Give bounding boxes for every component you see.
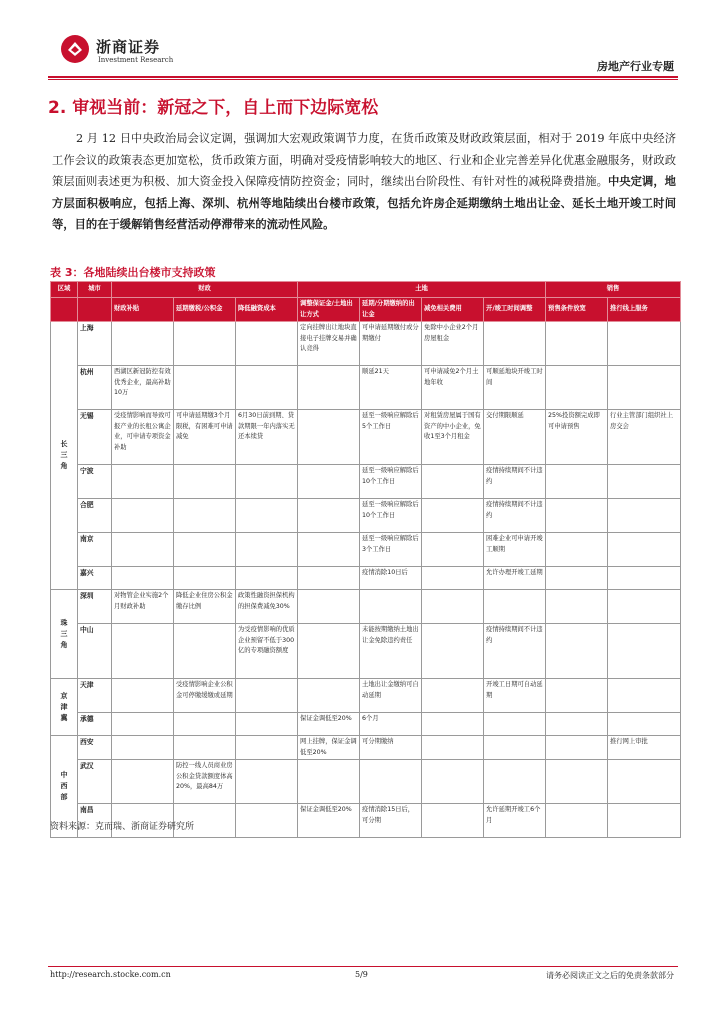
table-row [51,590,681,624]
header-divider-thin [48,79,678,80]
policy-cell [298,410,360,465]
policy-cell [236,567,298,590]
region-cell: 长 三 角 [51,322,78,590]
policy-cell [484,713,546,736]
city-cell: 承德 [78,713,112,736]
document-category: 房地产行业专题 [597,60,674,73]
policy-cell [298,624,360,679]
header-land: 土地 [298,282,546,298]
policy-cell [546,567,608,590]
policy-cell: 对物管企业实施2个月财政补助 [112,590,174,624]
paragraph-bold-text: 中央定调，地方层面积极响应，包括上海、深圳、杭州等地陆续出台楼市政策，包括允许房企延期缴纳土地出让金、延长土地开竣工时间等，目的在于缓解销售经营活动停滞带来的流动性风险。 [52,175,676,231]
table-row [51,567,681,590]
policy-cell [422,624,484,679]
table-header-row-2 [51,298,681,322]
policy-cell [422,499,484,533]
footer-disclaimer: 请务必阅读正文之后的免责条款部分 [546,971,674,980]
city-cell: 嘉兴 [78,567,112,590]
header-financing-cost: 降低融资成本 [236,298,298,322]
policy-cell: 防控一线人员商业房公积金贷款额度体高20%，最高84万 [174,760,236,804]
policy-cell: 疫情持续期间不计违约 [484,499,546,533]
policy-cell: 疫情消除10日后 [360,567,422,590]
policy-cell [298,533,360,567]
policy-cell: 保证金调低至20% [298,713,360,736]
policy-cell: 西湖区新冠防控有效优秀企业，最高补助10万 [112,366,174,410]
region-cell: 中 西 部 [51,736,78,838]
header-construction-time: 开/竣工时间调整 [484,298,546,322]
policy-cell [608,567,681,590]
policy-cell [174,366,236,410]
policy-cell [422,679,484,713]
policy-cell [546,590,608,624]
city-cell: 上海 [78,322,112,366]
policy-cell [608,679,681,713]
policy-cell [112,567,174,590]
header-tax-deferral: 延期缴税/公积金 [174,298,236,322]
policy-cell: 可顺延地块开竣工时间 [484,366,546,410]
policy-cell: 免除中小企业2个月房屋租金 [422,322,484,366]
policy-cell: 定向挂牌出让地块直接电子挂牌交易并确认竞得 [298,322,360,366]
table-row [51,499,681,533]
city-cell: 合肥 [78,499,112,533]
table-row [51,679,681,713]
policy-cell [546,366,608,410]
city-cell: 天津 [78,679,112,713]
policy-cell [546,736,608,760]
policy-cell: 土地出让金缴纳可自动延期 [360,679,422,713]
header-fiscal: 财政 [112,282,298,298]
policy-cell: 对租赁房屋属于国有资产的中小企业，免收1至3个月租金 [422,410,484,465]
table-row [51,736,681,760]
policy-cell [608,465,681,499]
policy-cell [546,713,608,736]
policy-cell [236,322,298,366]
header-blank [78,298,112,322]
body-paragraph [52,128,676,236]
city-cell: 南昌 [78,804,112,838]
policy-cell [174,499,236,533]
city-cell: 无锡 [78,410,112,465]
policy-cell: 网上挂牌，保证金调低至20% [298,736,360,760]
policy-cell [236,760,298,804]
policy-cell [484,322,546,366]
policy-cell [236,465,298,499]
header-deposit-adjust: 调整保证金/土地出让方式 [298,298,360,322]
policy-cell: 降低企业住房公积金缴存比例 [174,590,236,624]
policy-cell [298,499,360,533]
policy-cell [298,366,360,410]
policy-cell: 受疫情影响企业公积金可停缴缓缴或延期 [174,679,236,713]
table-row [51,410,681,465]
policy-cell [546,679,608,713]
policy-cell [236,366,298,410]
policy-cell: 可申请延期缴付或分期缴付 [360,322,422,366]
table-row [51,713,681,736]
table-header-row-1 [51,282,681,298]
policy-cell [112,499,174,533]
policy-cell [174,567,236,590]
header-presale: 预售条件放宽 [546,298,608,322]
header-divider [48,76,678,78]
policy-cell [112,713,174,736]
policy-cell [360,760,422,804]
table-source: 资料来源：克而瑞、浙商证券研究所 [50,822,195,832]
policy-cell [298,760,360,804]
table-row [51,366,681,410]
logo-name-en: Investment Research [98,56,174,64]
table-row [51,322,681,366]
policy-cell: 顺延21天 [360,366,422,410]
policy-cell [608,713,681,736]
policy-cell [608,322,681,366]
header-sales: 销售 [546,282,681,298]
policy-cell [174,533,236,567]
city-cell: 中山 [78,624,112,679]
policy-cell [484,590,546,624]
policy-cell [546,499,608,533]
policy-cell: 疫情消除15日后，可分期 [360,804,422,838]
policy-cell: 允许办理开竣工延期 [484,567,546,590]
policy-cell [608,499,681,533]
policy-cell [360,590,422,624]
policy-cell [112,679,174,713]
policy-cell: 6个月 [360,713,422,736]
footer-divider [48,966,678,967]
policy-cell [236,679,298,713]
policy-cell [174,624,236,679]
policy-cell [608,590,681,624]
policy-cell: 未能按期缴纳土地出让金免除违约责任 [360,624,422,679]
policy-table [50,281,681,838]
city-cell: 武汉 [78,760,112,804]
policy-cell: 6月30日前到期、贷款期限一年内落实无还本续贷 [236,410,298,465]
policy-cell [608,760,681,804]
policy-cell [422,533,484,567]
company-logo-icon [60,34,90,64]
policy-cell: 交付期限顺延 [484,410,546,465]
policy-cell [236,499,298,533]
header-region: 区域 [51,282,78,298]
policy-cell: 保证金调低至20% [298,804,360,838]
policy-cell [236,804,298,838]
table-row [51,465,681,499]
policy-cell [484,760,546,804]
paragraph-plain-text: 2 月 12 日中央政治局会议定调，强调加大宏观政策调节力度，在货币政策及财政政策层面，相对于 2019 年底中央经济工作会议的政策表态更加宽松，货币政策方面，明确对受疫情影响较大的地区、行业和企业完善差异化优惠金融服务，财政政策层面则表述更为积极、加大资金投入保障疫情防控资金；同时，继续出台阶段性、有针对性的减税降费措施。 [52,132,676,188]
policy-cell [112,533,174,567]
policy-cell [298,567,360,590]
logo-name-cn: 浙商证券 [96,38,161,56]
city-cell: 宁波 [78,465,112,499]
section-title: 2. 审视当前：新冠之下，自上而下边际宽松 [48,98,379,118]
policy-cell [112,760,174,804]
policy-cell: 可分期缴纳 [360,736,422,760]
policy-cell: 困难企业可申请开竣工顺期 [484,533,546,567]
policy-cell: 开竣工日期可自动延期 [484,679,546,713]
policy-cell: 允许延期开竣工6个月 [484,804,546,838]
policy-cell [298,679,360,713]
policy-cell: 政策性融资担保机构的担保费减免30% [236,590,298,624]
region-cell: 京 津 冀 [51,679,78,736]
header-land-payment: 延期/分期缴纳的出让金 [360,298,422,322]
header-online-service: 推行线上服务 [608,298,681,322]
policy-cell [236,713,298,736]
region-cell: 珠 三 角 [51,590,78,679]
policy-cell [608,624,681,679]
policy-cell [236,736,298,760]
header-fiscal-subsidy: 财政补贴 [112,298,174,322]
policy-cell [422,736,484,760]
policy-cell [422,760,484,804]
policy-cell: 可申请延期缴3个月限税，有困难可申请减免 [174,410,236,465]
policy-cell: 延至一级响应解除后5个工作日 [360,410,422,465]
policy-cell [112,624,174,679]
policy-cell: 25%投资额完成即可申请预售 [546,410,608,465]
policy-cell [174,322,236,366]
policy-cell [422,567,484,590]
policy-cell: 受疫情影响而导致可报产业的长租公寓企业，可申请专项资金补助 [112,410,174,465]
header-fee-waiver: 减免相关费用 [422,298,484,322]
policy-cell [484,736,546,760]
header-blank [51,298,78,322]
policy-cell [298,465,360,499]
city-cell: 南京 [78,533,112,567]
policy-cell: 推行网上审批 [608,736,681,760]
policy-cell [112,322,174,366]
policy-cell [236,533,298,567]
policy-cell: 延至一级响应解除后10个工作日 [360,465,422,499]
policy-cell [546,760,608,804]
policy-cell [112,465,174,499]
policy-cell: 延至一级响应解除后10个工作日 [360,499,422,533]
city-cell: 深圳 [78,590,112,624]
policy-cell [422,804,484,838]
table-row [51,760,681,804]
policy-cell [422,590,484,624]
page-number: 5/9 [355,970,368,979]
policy-cell [546,804,608,838]
table-row [51,533,681,567]
policy-cell [608,533,681,567]
policy-cell: 延至一级响应解除后3个工作日 [360,533,422,567]
policy-cell [422,465,484,499]
policy-cell: 行业主管部门组织社上房交会 [608,410,681,465]
policy-cell: 疫情持续期间不计违约 [484,465,546,499]
policy-cell [546,465,608,499]
table-row [51,624,681,679]
policy-cell [174,713,236,736]
policy-cell [112,736,174,760]
table-title: 表 3：各地陆续出台楼市支持政策 [50,266,216,279]
policy-cell [298,590,360,624]
city-cell: 西安 [78,736,112,760]
policy-cell [546,624,608,679]
policy-cell [174,736,236,760]
policy-cell [422,713,484,736]
policy-cell: 疫情持续期间不计违约 [484,624,546,679]
policy-cell [174,465,236,499]
policy-cell [608,804,681,838]
policy-cell [608,366,681,410]
city-cell: 杭州 [78,366,112,410]
policy-cell [546,533,608,567]
footer-url[interactable]: http://research.stocke.com.cn [50,970,171,979]
policy-cell: 为受疫情影响的优质企业预留不低于300亿的专项融资额度 [236,624,298,679]
policy-cell: 可申请减免2个月土地年收 [422,366,484,410]
policy-cell [546,322,608,366]
header-city: 城市 [78,282,112,298]
